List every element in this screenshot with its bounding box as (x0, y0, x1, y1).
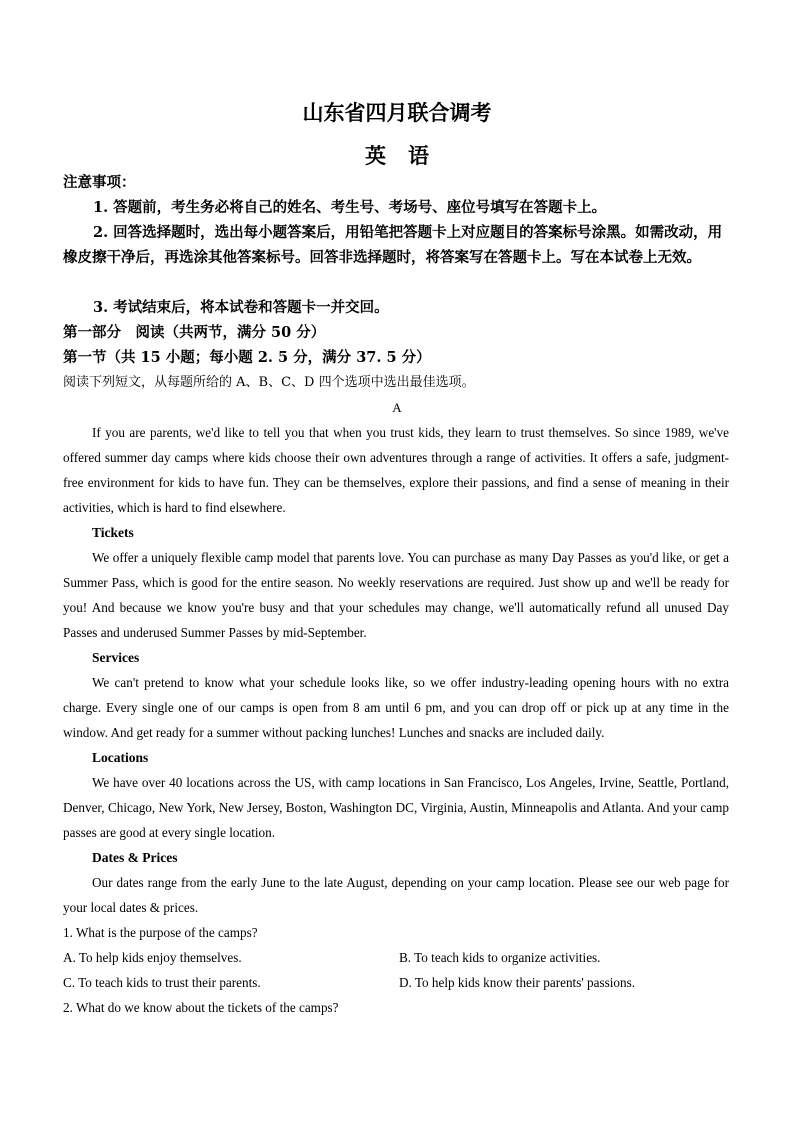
tickets-heading: Tickets (92, 525, 134, 540)
note-item-1: 1. 答题前，考生务必将自己的姓名、考生号、考场号、座位号填写在答题卡上。 (93, 199, 607, 216)
locations-text: We have over 40 locations across the US, with camp locations in San Francisco, Los Angeles, Irvine, Seattle, Portland, Denver, Chicago, New York, New Jersey, Boston, Washington DC, Virginia, Austin, Minneapolis and Atlanta. And your camp passes are good at every single location. (63, 775, 729, 840)
note-item-3: 3. 考试结束后，将本试卷和答题卡一并交回。 (93, 299, 389, 316)
locations-heading: Locations (92, 750, 149, 765)
passage-intro: If you are parents, we'd like to tell you that when you trust kids, they learn to trust themselves. So since 1989, we've offered summer day camps where kids choose their own adventures through a range of activities. It offers a safe, judgment-free environment for kids to have fun. They can be themselves, explore their passions, and find a sense of meaning in their activities, which is hard to find elsewhere. (63, 425, 729, 515)
question-2: 2. What do we know about the tickets of the camps? (63, 1000, 339, 1015)
exam-title: 山东省四月联合调考 (302, 100, 492, 125)
dates-prices-heading: Dates & Prices (92, 850, 178, 865)
note-item-2: 2. 回答选择题时，选出每小题答案后，用铅笔把答题卡上对应题目的答案标号涂黑。如需改动，用橡皮擦干净后，再选涂其他答案标号。回答非选择题时，将答案写在答题卡上。写在本试卷上无效。 (63, 224, 723, 266)
dates-prices-text: Our dates range from the early June to the late August, depending on your camp location. Please see our web page for your local dates & prices. (63, 875, 729, 915)
services-text: We can't pretend to know what your schedule looks like, so we offer industry-leading opening hours with no extra charge. Every single one of our camps is open from 8 am until 6 pm, and you can drop off or pick up at any time in the window. And get ready for a summer without packing lunches! Lunches and snacks are included daily. (63, 675, 729, 740)
question-1-option-c: C. To teach kids to trust their parents. (63, 975, 261, 990)
subject-title: 英语 (365, 143, 451, 168)
services-heading: Services (92, 650, 140, 665)
section-one-heading: 第一节（共 15 小题；每小题 2. 5 分，满分 37. 5 分） (63, 349, 431, 366)
notes-heading: 注意事项： (63, 174, 136, 191)
passage-label: A (392, 400, 402, 415)
part-one-heading: 第一部分 阅读（共两节，满分 50 分） (63, 324, 326, 341)
tickets-text: We offer a uniquely flexible camp model that parents love. You can purchase as many Day Passes as you'd like, or get a Summer Pass, which is good for the entire season. No weekly reservations are required. Just show up and we'll be ready for you! And because we know you're busy and that your schedules may change, we'll automatically refund all unused Day Passes and underused Summer Passes by mid-September. (63, 550, 729, 640)
question-1: 1. What is the purpose of the camps? (63, 925, 258, 940)
question-1-option-d: D. To help kids know their parents' passions. (399, 975, 635, 990)
question-1-option-a: A. To help kids enjoy themselves. (63, 950, 242, 965)
reading-instruction: 阅读下列短文，从每题所给的 A、B、C、D 四个选项中选出最佳选项。 (63, 375, 475, 390)
question-1-option-b: B. To teach kids to organize activities. (399, 950, 601, 965)
